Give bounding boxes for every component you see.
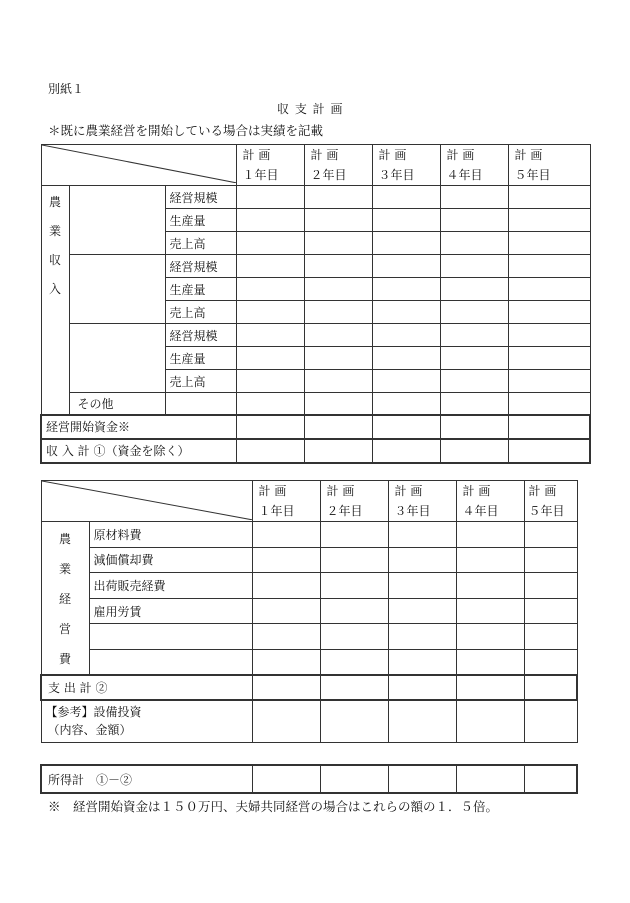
value-cell[interactable] [372,278,440,301]
start-fund-label: 経営開始資金※ [41,415,236,439]
value-cell[interactable] [252,522,320,548]
value-cell[interactable] [252,598,320,624]
value-cell[interactable] [456,675,524,700]
value-cell[interactable] [236,393,304,415]
expense-item-label[interactable] [89,624,252,650]
value-cell[interactable] [524,700,577,742]
value-cell[interactable] [508,347,590,370]
value-cell[interactable] [236,278,304,301]
value-cell[interactable] [372,186,440,209]
page-title: 収 支 計 画 [277,102,344,116]
item-label: 生産量 [165,278,236,301]
value-cell[interactable] [320,598,388,624]
value-cell[interactable] [304,278,372,301]
value-cell[interactable] [304,232,372,255]
value-cell[interactable] [320,522,388,548]
value-cell[interactable] [372,393,440,415]
value-cell[interactable] [320,765,388,793]
value-cell[interactable] [320,547,388,573]
value-cell[interactable] [388,649,456,675]
value-cell[interactable] [304,439,372,463]
value-cell[interactable] [236,415,304,439]
value-cell[interactable] [524,624,577,650]
value-cell[interactable] [304,301,372,324]
value-cell[interactable] [456,547,524,573]
value-cell[interactable] [388,675,456,700]
item-label: 経営規模 [165,324,236,347]
value-cell[interactable] [320,624,388,650]
value-cell[interactable] [388,700,456,742]
expense-item-label: 雇用労賃 [89,598,252,624]
value-cell[interactable] [252,547,320,573]
plan-year-header: 計 画 ３年目 [388,481,456,522]
value-cell[interactable] [320,649,388,675]
value-cell[interactable] [388,624,456,650]
expense-item-label: 原材料費 [89,522,252,548]
value-cell[interactable] [440,324,508,347]
expense-total-label: 支 出 計 ② [41,675,252,700]
plan-year-header: 計 画 ４年目 [456,481,524,522]
plan-year-header: 計 画 ２年目 [320,481,388,522]
value-cell[interactable] [508,255,590,278]
value-cell[interactable] [508,415,590,439]
value-cell[interactable] [236,370,304,393]
equipment-investment-label: 【参考】設備投資 （内容、金額） [41,700,252,742]
value-cell[interactable] [304,324,372,347]
expense-table [40,480,578,743]
value-cell[interactable] [440,278,508,301]
value-cell[interactable] [508,393,590,415]
value-cell[interactable] [320,700,388,742]
value-cell[interactable] [252,573,320,599]
header-diagonal-cell [41,481,252,522]
value-cell[interactable] [508,324,590,347]
crop-name-cell[interactable] [69,255,165,324]
value-cell[interactable] [252,675,320,700]
item-label: 売上高 [165,370,236,393]
value-cell[interactable] [372,347,440,370]
value-cell[interactable] [304,209,372,232]
value-cell[interactable] [236,347,304,370]
value-cell[interactable] [304,186,372,209]
value-cell[interactable] [252,649,320,675]
value-cell[interactable] [440,186,508,209]
instruction-note: ＊既に農業経営を開始している場合は実績を記載 [48,123,324,138]
item-label: 売上高 [165,232,236,255]
value-cell[interactable] [508,209,590,232]
value-cell[interactable] [304,393,372,415]
value-cell[interactable] [388,522,456,548]
crop-name-cell[interactable] [69,186,165,255]
value-cell[interactable] [372,324,440,347]
expense-item-label: 減価償却費 [89,547,252,573]
value-cell[interactable] [508,186,590,209]
value-cell[interactable] [456,573,524,599]
value-cell[interactable] [372,415,440,439]
value-cell[interactable] [524,598,577,624]
value-cell[interactable] [320,675,388,700]
value-cell[interactable] [508,370,590,393]
value-cell[interactable] [440,415,508,439]
value-cell[interactable] [440,255,508,278]
value-cell[interactable] [508,301,590,324]
income-table [40,144,591,464]
item-label: 生産量 [165,347,236,370]
income-total-table [40,764,578,794]
value-cell[interactable] [236,301,304,324]
value-cell[interactable] [304,370,372,393]
value-cell[interactable] [372,232,440,255]
item-label: 経営規模 [165,255,236,278]
plan-year-header: 計 画 ３年目 [372,145,440,186]
value-cell[interactable] [372,370,440,393]
value-cell[interactable] [524,649,577,675]
value-cell[interactable] [508,278,590,301]
value-cell[interactable] [508,439,590,463]
value-cell[interactable] [508,232,590,255]
value-cell[interactable] [388,547,456,573]
header-diagonal-cell [41,145,236,186]
value-cell[interactable] [440,347,508,370]
plan-year-header: 計 画 ５年目 [524,481,577,522]
value-cell[interactable] [252,624,320,650]
value-cell[interactable] [372,255,440,278]
value-cell[interactable] [236,324,304,347]
income-total-label: 収 入 計 ①（資金を除く） [41,439,236,463]
value-cell[interactable] [456,598,524,624]
value-cell[interactable] [304,415,372,439]
plan-year-header: 計 画 １年目 [252,481,320,522]
value-cell[interactable] [524,573,577,599]
value-cell[interactable] [388,765,456,793]
value-cell[interactable] [372,209,440,232]
value-cell[interactable] [456,522,524,548]
item-label: 売上高 [165,301,236,324]
value-cell[interactable] [304,255,372,278]
footnote: ※ 経営開始資金は１５０万円、夫婦共同経営の場合はこれらの額の１．５倍。 [48,799,499,814]
other-item-cell[interactable] [165,393,236,415]
farm-income-section-label: 農 業 収 入 [41,186,69,415]
value-cell[interactable] [456,700,524,742]
farm-expense-section-label: 農 業 経 営 費 [41,522,89,676]
value-cell[interactable] [440,439,508,463]
value-cell[interactable] [236,209,304,232]
other-income-label: その他 [69,393,165,415]
plan-year-header: 計 画 ２年目 [304,145,372,186]
value-cell[interactable] [372,439,440,463]
value-cell[interactable] [524,547,577,573]
value-cell[interactable] [440,232,508,255]
value-cell[interactable] [236,232,304,255]
item-label: 生産量 [165,209,236,232]
value-cell[interactable] [304,347,372,370]
plan-year-header: 計 画 １年目 [236,145,304,186]
value-cell[interactable] [456,765,524,793]
crop-name-cell[interactable] [69,324,165,393]
expense-item-label[interactable] [89,649,252,675]
plan-year-header: 計 画 ５年目 [508,145,590,186]
value-cell[interactable] [388,573,456,599]
value-cell[interactable] [524,765,577,793]
value-cell[interactable] [456,649,524,675]
plan-year-header: 計 画 ４年目 [440,145,508,186]
annex-label: 別紙１ [48,82,85,96]
value-cell[interactable] [236,186,304,209]
value-cell[interactable] [236,255,304,278]
value-cell[interactable] [252,765,320,793]
value-cell[interactable] [440,370,508,393]
value-cell[interactable] [524,522,577,548]
value-cell[interactable] [440,301,508,324]
item-label: 経営規模 [165,186,236,209]
expense-item-label: 出荷販売経費 [89,573,252,599]
value-cell[interactable] [252,700,320,742]
value-cell[interactable] [456,624,524,650]
value-cell[interactable] [236,439,304,463]
value-cell[interactable] [440,209,508,232]
profit-total-label: 所得計 ①－② [41,765,252,793]
value-cell[interactable] [524,675,577,700]
value-cell[interactable] [372,301,440,324]
value-cell[interactable] [320,573,388,599]
value-cell[interactable] [440,393,508,415]
value-cell[interactable] [388,598,456,624]
